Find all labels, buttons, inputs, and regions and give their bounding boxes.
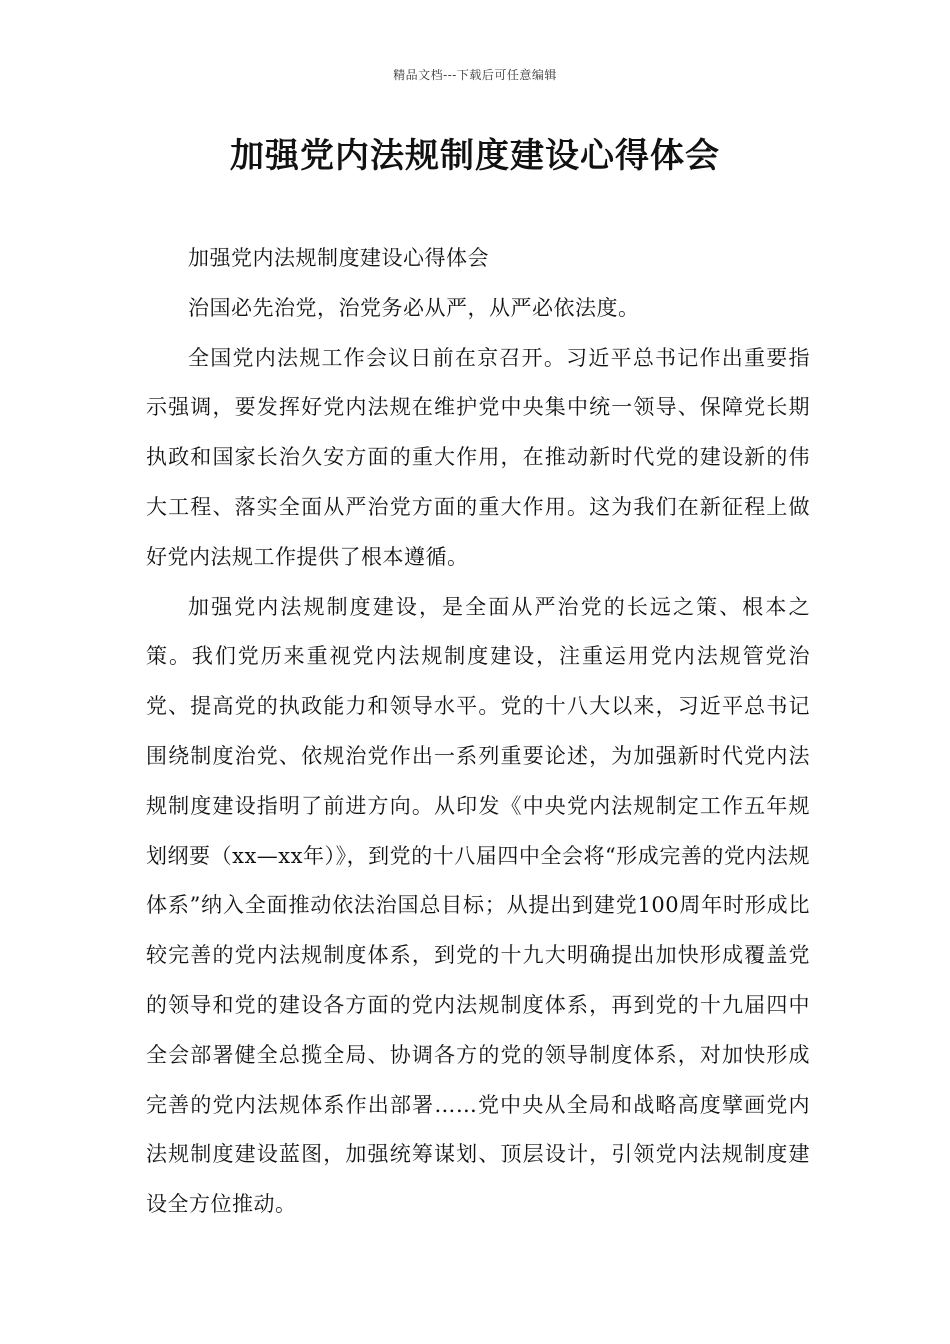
paragraph-opening: 治国必先治党，治党务必从严，从严必依法度。: [188, 295, 640, 320]
paragraph-meeting: 全国党内法规工作会议日前在京召开。习近平总书记作出重要指示强调，要发挥好党内法规在维护党中央集中统一领导、保障党长期执政和国家长治久安方面的重大作用，在推动新时代党的建设新的伟大工程、落实全面从严治党方面的重大作用。这为我们在新征程上做好党内法规工作提供了根本遵循。: [146, 345, 810, 569]
paragraph-subtitle: 加强党内法规制度建设心得体会: [188, 246, 489, 270]
document-body: [146, 234, 810, 1230]
page-header-note: 精品文档---下载后可任意编辑: [393, 68, 557, 82]
paragraph-construction: 加强党内法规制度建设，是全面从严治党的长远之策、根本之策。我们党历来重视党内法规制度建设，注重运用党内法规管党治党、提高党的执政能力和领导水平。党的十八大以来，习近平总书记围绕制度治党、依规治党作出一系列重要论述，为加强新时代党内法规制度建设指明了前进方向。从印发《中央党内法规制定工作五年规划纲要（xx—xx年）》，到党的十八届四中全会将“形成完善的党内法规体系”纳入全面推动依法治国总目标；从提出到建党100周年时形成比较完善的党内法规制度体系，到党的十九大明确提出加快形成覆盖党的领导和党的建设各方面的党内法规制度体系，再到党的十九届四中全会部署健全总揽全局、协调各方的党的领导制度体系，对加快形成完善的党内法规体系作出部署……党中央从全局和战略高度擘画党内法规制度建设蓝图，加强统筹谋划、顶层设计，引领党内法规制度建设全方位推动。: [146, 594, 810, 1217]
document-title: 加强党内法规制度建设心得体会: [230, 136, 720, 176]
